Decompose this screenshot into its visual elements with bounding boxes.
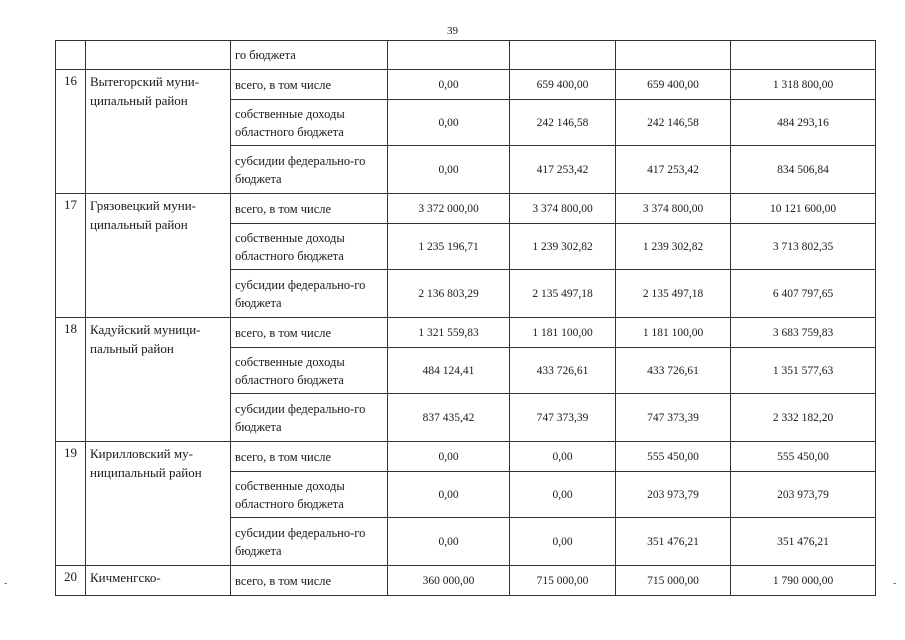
row-number: 20: [56, 566, 86, 596]
amount-cell: 555 450,00: [616, 442, 731, 472]
amount-cell: 1 235 196,71: [388, 224, 510, 270]
funding-type: всего, в том числе: [231, 442, 388, 472]
amount-cell: 417 253,42: [510, 146, 616, 194]
amount-cell: 1 790 000,00: [731, 566, 876, 596]
table-row-continuation: [56, 41, 876, 70]
amount-cell: 0,00: [388, 146, 510, 194]
amount-cell: 0,00: [388, 442, 510, 472]
amount-cell: 2 332 182,20: [731, 394, 876, 442]
funding-type: всего, в том числе: [231, 566, 388, 596]
amount-cell: 0,00: [388, 518, 510, 566]
amount-cell: 1 321 559,83: [388, 318, 510, 348]
amount-cell: 0,00: [388, 100, 510, 146]
amount-cell: 3 713 802,35: [731, 224, 876, 270]
amount-cell: 1 181 100,00: [616, 318, 731, 348]
amount-cell: 203 973,79: [731, 472, 876, 518]
amount-cell: 351 476,21: [616, 518, 731, 566]
amount-cell: 747 373,39: [616, 394, 731, 442]
cell-value: [510, 41, 616, 70]
amount-cell: 3 683 759,83: [731, 318, 876, 348]
amount-cell: 0,00: [510, 518, 616, 566]
amount-cell: 242 146,58: [616, 100, 731, 146]
funding-type: субсидии федерально-го бюджета: [231, 394, 388, 442]
amount-cell: 484 124,41: [388, 348, 510, 394]
amount-cell: 6 407 797,65: [731, 270, 876, 318]
amount-cell: 1 239 302,82: [616, 224, 731, 270]
amount-cell: 837 435,42: [388, 394, 510, 442]
funding-type: собственные доходы областного бюджета: [231, 224, 388, 270]
amount-cell: 433 726,61: [616, 348, 731, 394]
table-row: [56, 194, 876, 224]
amount-cell: 555 450,00: [731, 442, 876, 472]
cell-value: [731, 41, 876, 70]
amount-cell: 0,00: [388, 70, 510, 100]
cell-num: [56, 41, 86, 70]
amount-cell: 0,00: [510, 442, 616, 472]
amount-cell: 2 135 497,18: [510, 270, 616, 318]
table-body: [56, 41, 876, 596]
amount-cell: 659 400,00: [616, 70, 731, 100]
amount-cell: 433 726,61: [510, 348, 616, 394]
left-margin-mark: -: [4, 578, 8, 589]
amount-cell: 242 146,58: [510, 100, 616, 146]
amount-cell: 0,00: [510, 472, 616, 518]
district-name: Кирилловский му-ниципальный район: [86, 442, 231, 566]
amount-cell: 715 000,00: [616, 566, 731, 596]
page-number: 39: [447, 25, 458, 37]
amount-cell: 3 372 000,00: [388, 194, 510, 224]
funding-type: субсидии федерально-го бюджета: [231, 270, 388, 318]
row-number: 18: [56, 318, 86, 442]
amount-cell: 747 373,39: [510, 394, 616, 442]
amount-cell: 2 136 803,29: [388, 270, 510, 318]
table-row: [56, 318, 876, 348]
cell-funding-type: го бюджета: [231, 41, 388, 70]
amount-cell: 1 351 577,63: [731, 348, 876, 394]
funding-type: субсидии федерально-го бюджета: [231, 146, 388, 194]
row-number: 17: [56, 194, 86, 318]
funding-type: субсидии федерально-го бюджета: [231, 518, 388, 566]
amount-cell: 0,00: [388, 472, 510, 518]
cell-value: [388, 41, 510, 70]
amount-cell: 3 374 800,00: [510, 194, 616, 224]
amount-cell: 834 506,84: [731, 146, 876, 194]
amount-cell: 2 135 497,18: [616, 270, 731, 318]
cell-value: [616, 41, 731, 70]
district-name: Кадуйский муници-пальный район: [86, 318, 231, 442]
amount-cell: 360 000,00: [388, 566, 510, 596]
amount-cell: 203 973,79: [616, 472, 731, 518]
amount-cell: 417 253,42: [616, 146, 731, 194]
cell-name: [86, 41, 231, 70]
amount-cell: 659 400,00: [510, 70, 616, 100]
amount-cell: 715 000,00: [510, 566, 616, 596]
right-margin-mark: -: [893, 578, 897, 589]
table-row: [56, 566, 876, 596]
funding-type: собственные доходы областного бюджета: [231, 100, 388, 146]
funding-type: собственные доходы областного бюджета: [231, 348, 388, 394]
funding-type: собственные доходы областного бюджета: [231, 472, 388, 518]
district-name: Кичменгско-: [86, 566, 231, 596]
district-name: Грязовецкий муни-ципальный район: [86, 194, 231, 318]
funding-type: всего, в том числе: [231, 318, 388, 348]
district-name: Вытегорский муни-ципальный район: [86, 70, 231, 194]
amount-cell: 3 374 800,00: [616, 194, 731, 224]
funding-type: всего, в том числе: [231, 194, 388, 224]
amount-cell: 1 181 100,00: [510, 318, 616, 348]
amount-cell: 10 121 600,00: [731, 194, 876, 224]
amount-cell: 484 293,16: [731, 100, 876, 146]
amount-cell: 351 476,21: [731, 518, 876, 566]
row-number: 19: [56, 442, 86, 566]
amount-cell: 1 239 302,82: [510, 224, 616, 270]
row-number: 16: [56, 70, 86, 194]
budget-table: [55, 40, 876, 596]
table-row: [56, 70, 876, 100]
funding-type: всего, в том числе: [231, 70, 388, 100]
amount-cell: 1 318 800,00: [731, 70, 876, 100]
table-row: [56, 442, 876, 472]
